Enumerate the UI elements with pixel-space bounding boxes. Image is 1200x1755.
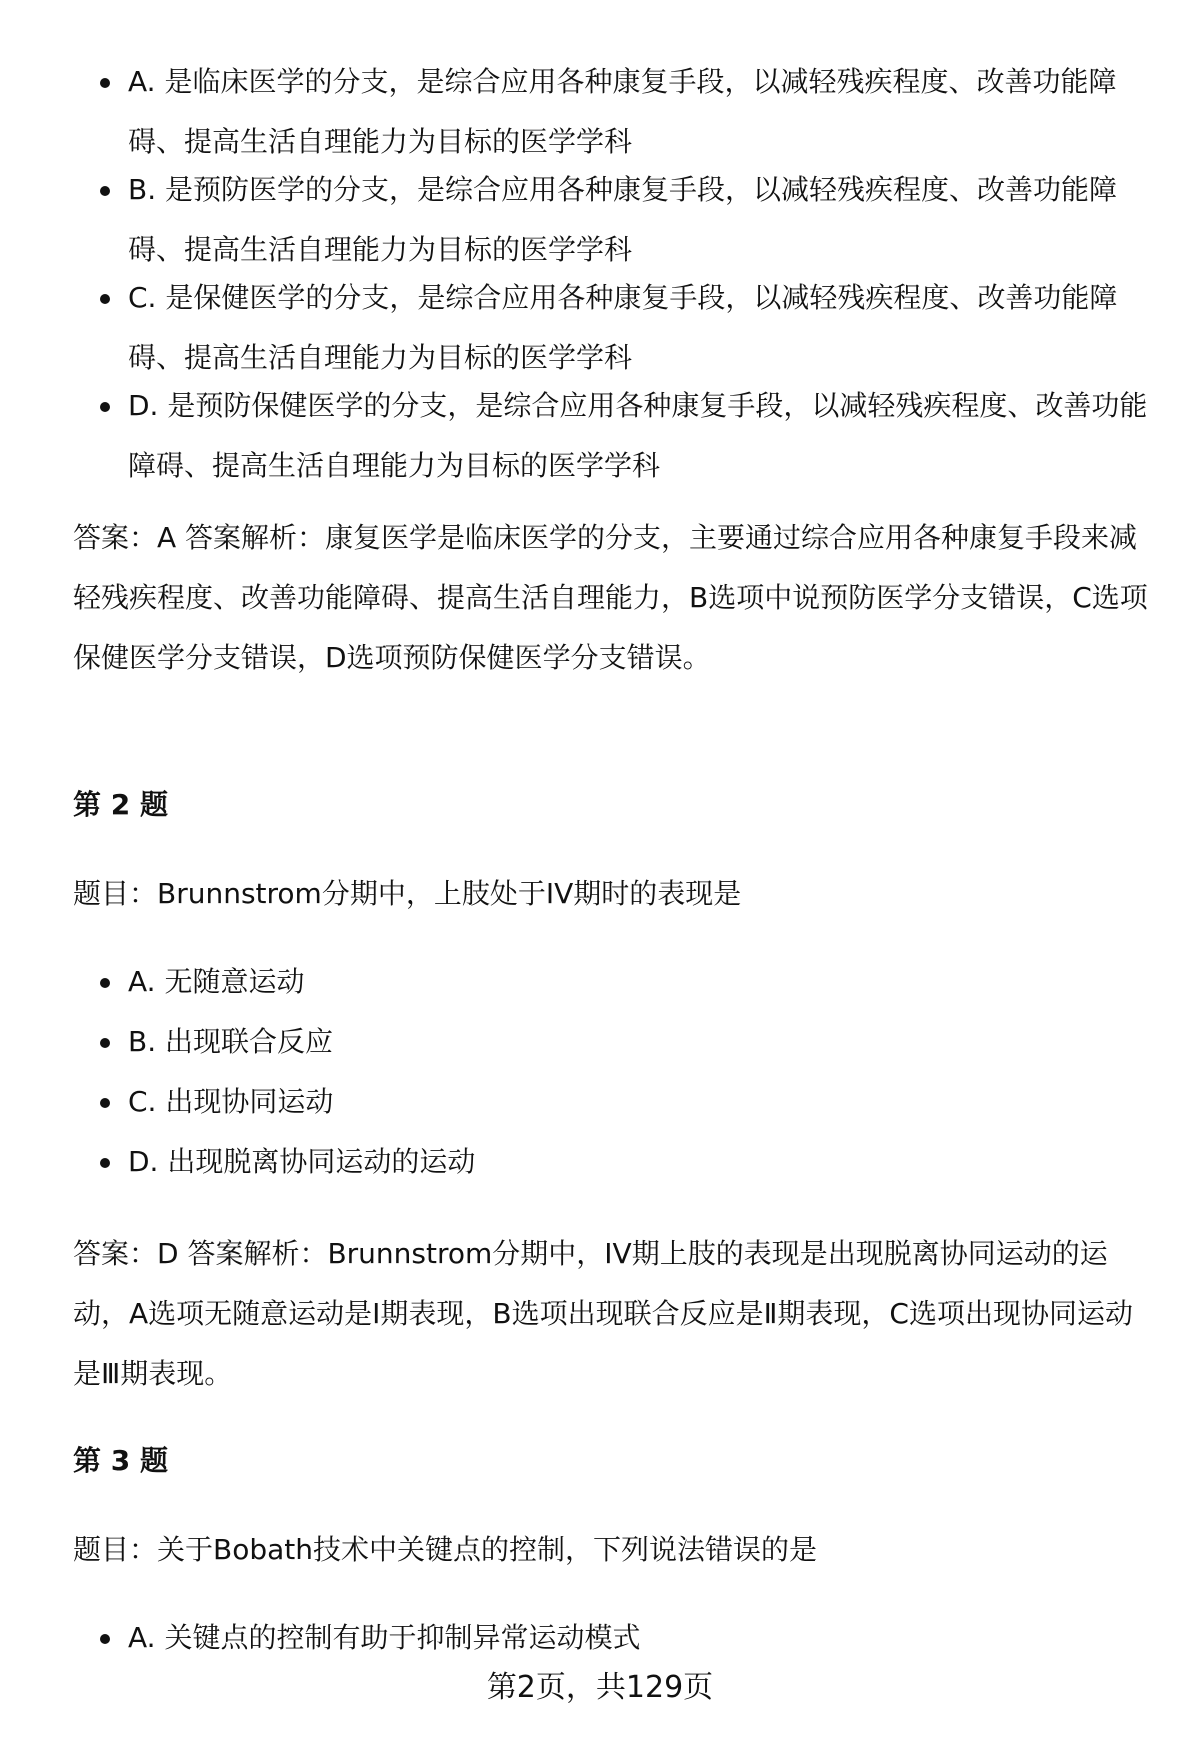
q2-option-c: C. 出现协同运动	[0, 1072, 1200, 1132]
q3-option-a: A. 关键点的控制有助于抑制异常运动模式	[0, 1608, 1200, 1668]
q1-answer: 答案：A 答案解析：康复医学是临床医学的分支，主要通过综合应用各种康复手段来减轻残疾程度、改善功能障碍、提高生活自理能力，B选项中说预防医学分支错误，C选项保健医学分支错误，D选项预防保健医学分支错误。	[73, 521, 1148, 674]
q1-option-list	[0, 52, 1200, 496]
q3-option-list	[0, 1608, 1200, 1668]
q2-answer: 答案：D 答案解析：Brunnstrom分期中，IV期上肢的表现是出现脱离协同运动的运动，A选项无随意运动是Ⅰ期表现，B选项出现联合反应是Ⅱ期表现，C选项出现协同运动是Ⅲ期表现。	[73, 1237, 1133, 1390]
q1-option-d: D. 是预防保健医学的分支，是综合应用各种康复手段，以减轻残疾程度、改善功能障碍、提高生活自理能力为目标的医学学科	[0, 376, 1200, 496]
q2-option-a: A. 无随意运动	[0, 952, 1200, 1012]
q1-option-b: B. 是预防医学的分支，是综合应用各种康复手段，以减轻残疾程度、改善功能障碍、提高生活自理能力为目标的医学学科	[0, 160, 1200, 280]
q2-heading: 第 2 题	[73, 788, 168, 821]
page-footer: 第2页，共129页	[486, 1670, 714, 1705]
q2-question: 题目：Brunnstrom分期中，上肢处于IV期时的表现是	[73, 877, 742, 910]
q3-question: 题目：关于Bobath技术中关键点的控制，下列说法错误的是	[73, 1533, 817, 1566]
q2-option-d: D. 出现脱离协同运动的运动	[0, 1132, 1200, 1192]
q2-option-list	[0, 952, 1200, 1192]
q2-option-b: B. 出现联合反应	[0, 1012, 1200, 1072]
q1-option-a: A. 是临床医学的分支，是综合应用各种康复手段，以减轻残疾程度、改善功能障碍、提高生活自理能力为目标的医学学科	[0, 52, 1200, 172]
q3-heading: 第 3 题	[73, 1444, 168, 1477]
q1-option-c: C. 是保健医学的分支，是综合应用各种康复手段，以减轻残疾程度、改善功能障碍、提高生活自理能力为目标的医学学科	[0, 268, 1200, 388]
